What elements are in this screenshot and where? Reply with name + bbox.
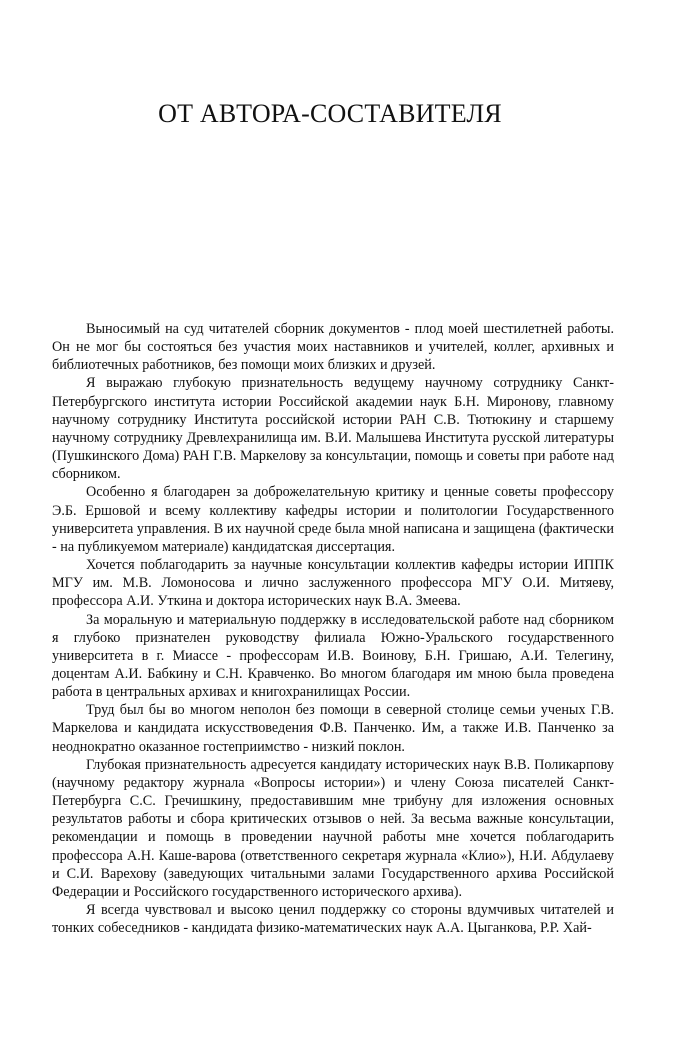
- paragraph-6: Труд был бы во многом неполон без помощи в северной столице семьи ученых Г.В. Маркелова и кандидата искусствоведения Ф.В. Панченко. Им, а также И.В. Панченко за неоднократно оказанное гостеприимство - низкий поклон.: [52, 702, 614, 755]
- paragraph-3: Особенно я благодарен за доброжелательную критику и ценные советы профессору Э.Б. Ершовой и всему коллективу кафедры истории и политологии Государственного университета управления. В их научной среде была мной написана и защищена (фактически - на публикуемом материале) кандидатская диссертация.: [52, 484, 614, 555]
- paragraph-4: Хочется поблагодарить за научные консультации коллектив кафедры истории ИППК МГУ им. М.В. Ломоносова и лично заслуженного профессора МГУ О.И. Митяеву, профессора А.И. Уткина и доктора исторических наук В.А. Змеева.: [52, 557, 614, 610]
- paragraph-5: За моральную и материальную поддержку в исследовательской работе над сборником я глубоко признателен руководству филиала Южно-Уральского государственного университета в г. Миассе - профессорам И.В. Воинову, Б.Н. Гришаю, А.И. Телегину, доцентам А.И. Бабкину и С.Н. Кравченко. Во многом благодаря им мною была проведена работа в центральных архивах и книгохранилищах России.: [52, 611, 614, 701]
- page-title: ОТ АВТОРА-СОСТАВИТЕЛЯ: [158, 99, 502, 128]
- body-text: [52, 320, 614, 937]
- paragraph-2: Я выражаю глубокую признательность ведущему научному сотруднику Санкт-Петербургского института истории Российской академии наук Б.Н. Миронову, главному научному сотруднику Института российской истории РАН С.В. Тютюкину и старшему научному сотруднику Древлехранилища им. В.И. Малышева Института русской литературы (Пушкинского Дома) РАН Г.В. Маркелову за консультации, помощь и советы при работе над сборником.: [52, 375, 614, 483]
- paragraph-1: Выносимый на суд читателей сборник документов - плод моей шестилетней работы. Он не мог бы состояться без участия моих наставников и учителей, коллег, архивных и библиотечных работников, без помощи моих близких и друзей.: [52, 321, 614, 374]
- paragraph-8: Я всегда чувствовал и высоко ценил поддержку со стороны вдумчивых читателей и тонких собеседников - кандидата физико-математических наук А.А. Цыганкова, Р.Р. Хай-: [52, 902, 614, 937]
- paragraph-7: Глубокая признательность адресуется кандидату исторических наук В.В. Поликарпову (научному редактору журнала «Вопросы истории») и члену Союза писателей Санкт-Петербурга С.С. Гречишкину, предоставившим мне трибуну для изложения основных результатов работы и сбора критических отзывов о ней. За весьма важные консультации, рекомендации и помощь в проведении научной работы мне хочется поблагодарить профессора А.Н. Каше-варова (ответственного секретаря журнала «Клио»), Н.И. Абдулаеву и С.И. Варехову (заведующих читальными залами Государственного архива Российской Федерации и Российского государственного исторического архива).: [52, 756, 614, 900]
